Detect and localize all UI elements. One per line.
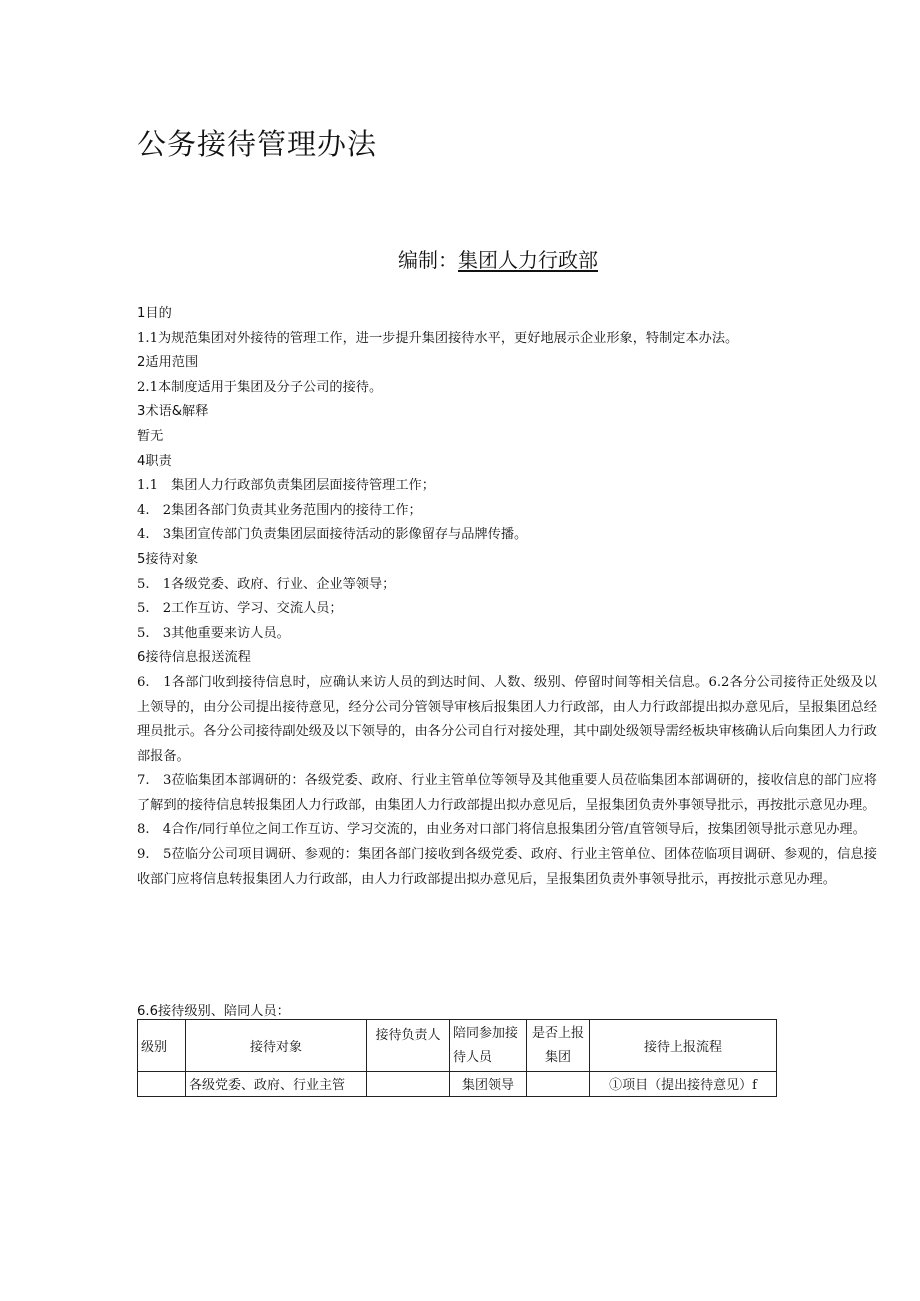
cell-report-group (527, 1072, 590, 1097)
paragraph: 1.1 集团人力行政部负责集团层面接待管理工作； (137, 478, 435, 494)
paragraph: 4. 3集团宣传部门负责集团层面接待活动的影像留存与品牌传播。 (137, 527, 528, 543)
header-owner: 接待负责人 (367, 1020, 450, 1072)
table-header-row (138, 1020, 777, 1072)
table-row (138, 1072, 777, 1097)
paragraph: 5. 3其他重要来访人员。 (137, 625, 290, 641)
paragraph: 2.1本制度适用于集团及分子公司的接待。 (137, 379, 383, 395)
section-heading: 5接待对象 (137, 551, 199, 567)
paragraph: 5. 2工作互访、学习、交流人员； (137, 601, 343, 617)
section-heading: 6接待信息报送流程 (137, 650, 251, 666)
paragraph: 9. 5莅临分公司项目调研、参观的：集团各部门接收到各级党委、政府、行业主管单位、团体莅临项目调研、参观的，信息接收部门应将信息转报集团人力行政部，由人力行政部提出拟办意见后，呈报集团负责外事领导批示，再按批示意见办理。 (137, 847, 877, 887)
reception-level-table (137, 1019, 777, 1097)
cell-level (138, 1072, 186, 1097)
cell-accompany: 集团领导 (450, 1072, 527, 1097)
paragraph: 1.1为规范集团对外接待的管理工作，进一步提升集团接待水平，更好地展示企业形象，特制定本办法。 (137, 330, 739, 346)
section-heading: 3术语&解释 (137, 404, 209, 420)
paragraph: 8. 4合作/同行单位之间工作互访、学习交流的，由业务对口部门将信息报集团分管/直管领导后，按集团领导批示意见办理。 (137, 822, 866, 838)
editor-label: 编制： (398, 248, 458, 272)
paragraph: 暂无 (137, 428, 164, 444)
document-title: 公务接待管理办法 (137, 127, 378, 161)
paragraph: 4. 2集团各部门负责其业务范围内的接待工作； (137, 502, 422, 518)
cell-report-flow: ①项目（提出接待意见）f (590, 1072, 777, 1097)
cell-target: 各级党委、政府、行业主管 (186, 1072, 367, 1097)
paragraph: 6. 1各部门收到接待信息时，应确认来访人员的到达时间、人数、级别、停留时间等相关信息。6.2各分公司接待正处级及以上领导的，由分公司提出接待意见，经分公司分管领导审核后报集团人力行政部，由人力行政部提出拟办意见后，呈报集团总经理员批示。各分公司接待副处级及以下领导的，由各分公司自行对接处理，其中副处级领导需经板块审核确认后向集团人力行政部报备。 (137, 674, 877, 764)
header-accompany: 陪同参加接待人员 (450, 1020, 527, 1072)
section-heading: 2适用范围 (137, 355, 199, 371)
table-caption: 6.6接待级别、陪同人员： (137, 1004, 290, 1019)
header-level: 级别 (138, 1020, 186, 1072)
cell-owner (367, 1072, 450, 1097)
header-target: 接待对象 (186, 1020, 367, 1072)
paragraph: 7. 3莅临集团本部调研的：各级党委、政府、行业主管单位等领导及其他重要人员莅临集团本部调研的，接收信息的部门应将了解到的接待信息转报集团人力行政部，由集团人力行政部提出拟办意见后，呈报集团负责外事领导批示，再按批示意见办理。 (137, 773, 877, 813)
section-heading: 4职责 (137, 453, 172, 469)
header-report-group: 是否上报集团 (527, 1020, 590, 1072)
document-body (137, 302, 877, 892)
header-report-flow: 接待上报流程 (590, 1020, 777, 1072)
section-heading: 1目的 (137, 306, 172, 321)
editor-department: 集团人力行政部 (458, 248, 598, 272)
editor-line (398, 244, 598, 273)
paragraph: 5. 1各级党委、政府、行业、企业等领导； (137, 576, 396, 592)
